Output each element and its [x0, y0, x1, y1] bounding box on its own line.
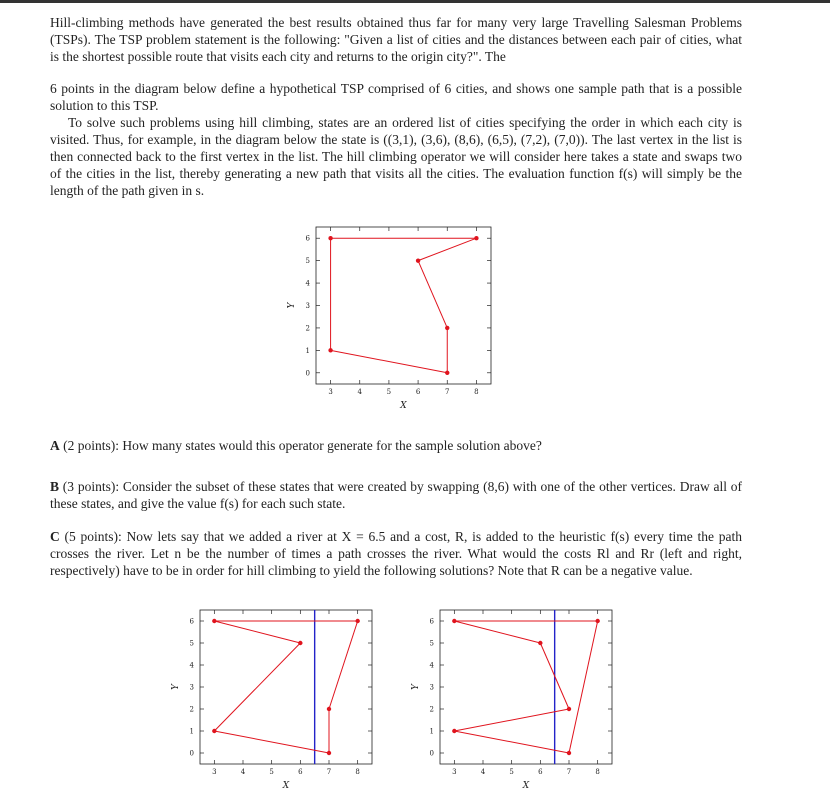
river-left-xlabel: X: [282, 781, 290, 791]
river-left-xtick-label-3: 3: [212, 768, 217, 776]
river-right-city-point-1: [567, 707, 571, 711]
river-left-ytick-label-4: 4: [189, 661, 194, 670]
river-left-city-point-0: [212, 729, 216, 733]
river-left-ylabel: Y: [171, 684, 181, 690]
sample-city-point-1: [328, 236, 332, 240]
question-a: [50, 437, 742, 454]
top-rule: [0, 0, 830, 3]
river-left-ytick-label-2: 2: [189, 705, 194, 714]
river-left-city-point-2: [212, 619, 216, 623]
question-c: [50, 528, 742, 579]
sample-ytick-label-1: 1: [305, 346, 310, 355]
river-right-ytick-label-6: 6: [429, 617, 434, 626]
river-right-ytick-label-3: 3: [429, 683, 434, 692]
river-left-city-point-4: [327, 707, 331, 711]
river-right-path-segment-4: [569, 621, 598, 753]
river-right-city-point-4: [595, 619, 599, 623]
question-b-label: B: [50, 479, 60, 494]
question-b-text: (3 points): Consider the subset of these states that were created by swapping (8,6) with one of the other vertices. Draw all of these states, and give the value f(s) for each such state.: [50, 479, 742, 511]
river-left-ytick-label-5: 5: [189, 639, 194, 648]
river-right-city-point-5: [567, 751, 571, 755]
river-left-path-segment-5: [214, 731, 329, 753]
river-right-city-point-2: [538, 641, 542, 645]
sample-path-segment-5: [331, 350, 448, 372]
river-right-ytick-label-4: 4: [429, 661, 434, 670]
sample-path-plot: [270, 220, 500, 410]
sample-ytick-label-6: 6: [305, 234, 310, 243]
river-left-plot: [160, 603, 380, 791]
intro-paragraph-2: 6 points in the diagram below define a hypothetical TSP comprised of 6 cities, and shows one sample path that is a possible solution to this TSP.: [50, 81, 742, 113]
sample-city-point-4: [445, 326, 449, 330]
river-right-path-segment-2: [454, 621, 540, 643]
river-right-xtick-label-4: 4: [480, 768, 486, 776]
river-right-svg: [400, 603, 620, 791]
river-right-xtick-label-6: 6: [538, 768, 543, 776]
river-right-plot: [400, 603, 620, 791]
sample-path-segment-2: [418, 238, 476, 260]
river-left-ytick-label-3: 3: [189, 683, 194, 692]
sample-path-segment-3: [418, 261, 447, 328]
river-left-svg: [160, 603, 380, 791]
question-b: [50, 478, 742, 512]
river-right-path-segment-5: [454, 731, 569, 753]
intro-paragraph-1: Hill-climbing methods have generated the best results obtained thus far for many very large Travelling Salesman Problems (TSPs). The TSP problem statement is the following: "Given a list of cities and the distances between each pair of cities, what is the shortest possible route that visits each city and returns to the origin city?". The: [50, 15, 742, 64]
river-left-xtick-label-4: 4: [240, 768, 246, 776]
river-right-frame: [440, 610, 612, 764]
river-left-ytick-label-0: 0: [189, 749, 194, 758]
sample-city-point-3: [416, 258, 420, 262]
river-right-ytick-label-1: 1: [429, 727, 434, 736]
river-left-xtick-label-5: 5: [269, 768, 274, 776]
sample-ylabel: Y: [287, 302, 297, 309]
river-left-frame: [200, 610, 372, 764]
river-right-xlabel: X: [522, 781, 530, 791]
river-right-xtick-label-3: 3: [452, 768, 457, 776]
river-right-ytick-label-5: 5: [429, 639, 434, 648]
river-left-xtick-label-8: 8: [355, 768, 360, 776]
sample-ytick-label-0: 0: [305, 369, 310, 378]
sample-ytick-label-3: 3: [305, 302, 310, 310]
river-right-xtick-label-5: 5: [509, 768, 514, 776]
river-left-city-point-5: [327, 751, 331, 755]
river-right-xtick-label-7: 7: [566, 768, 572, 776]
river-right-ytick-label-0: 0: [429, 749, 434, 758]
sample-xlabel: X: [400, 401, 407, 411]
sample-ytick-label-4: 4: [305, 279, 310, 288]
river-left-city-point-1: [298, 641, 302, 645]
question-a-text: (2 points): How many states would this operator generate for the sample solution above?: [63, 438, 542, 453]
sample-path-svg: [270, 220, 500, 410]
question-c-text: (5 points): Now lets say that we added a river at X = 6.5 and a cost, R, is added to the heuristic f(s) every time the path crosses the river. Let n be the number of times a path crosses the river. What would the costs Rl and Rr (left and right, respectively) have to be in order for hill climbing to yield the following solutions? Note that R can be a negative value.: [50, 529, 742, 578]
question-a-label: A: [50, 438, 60, 453]
river-left-xtick-label-6: 6: [298, 768, 303, 776]
sample-xtick-label-6: 6: [415, 388, 421, 396]
river-left-path-segment-1: [214, 621, 300, 643]
sample-ytick-label-5: 5: [305, 257, 310, 266]
sample-xtick-label-3: 3: [328, 388, 333, 396]
question-c-label: C: [50, 529, 60, 544]
river-left-xtick-label-7: 7: [326, 768, 332, 776]
sample-xtick-label-7: 7: [445, 388, 450, 396]
river-right-city-point-3: [452, 619, 456, 623]
sample-city-point-0: [328, 348, 332, 352]
river-left-ytick-label-6: 6: [189, 617, 194, 626]
river-left-path-segment-3: [329, 621, 358, 709]
sample-city-point-5: [445, 371, 449, 375]
sample-xtick-label-5: 5: [386, 388, 392, 396]
river-right-city-point-0: [452, 729, 456, 733]
river-right-xtick-label-8: 8: [595, 768, 600, 776]
intro-paragraph-3: To solve such problems using hill climbing, states are an ordered list of cities specifying the order in which each city is visited. Thus, for example, in the diagram below the state is ((3,1), (3,6), (8,6), (6,5), (7,2), (7,0)). The last vertex in the list is then connected back to the first vertex in the list. The hill climbing operator we will consider here takes a state and swaps two of the cities in the list, thereby generating a new path that visits all the cities. The evaluation function f(s) will simply be the length of the path given in s.: [50, 115, 742, 198]
river-left-ytick-label-1: 1: [189, 727, 194, 736]
sample-ytick-label-2: 2: [305, 324, 310, 333]
river-left-path-segment-0: [214, 643, 300, 731]
river-right-ytick-label-2: 2: [429, 705, 434, 714]
sample-xtick-label-8: 8: [474, 388, 479, 396]
sample-xtick-label-4: 4: [357, 388, 362, 396]
river-left-city-point-3: [355, 619, 359, 623]
river-right-ylabel: Y: [411, 684, 421, 690]
sample-frame: [316, 227, 491, 384]
sample-city-point-2: [474, 236, 478, 240]
river-right-path-segment-0: [454, 709, 569, 731]
